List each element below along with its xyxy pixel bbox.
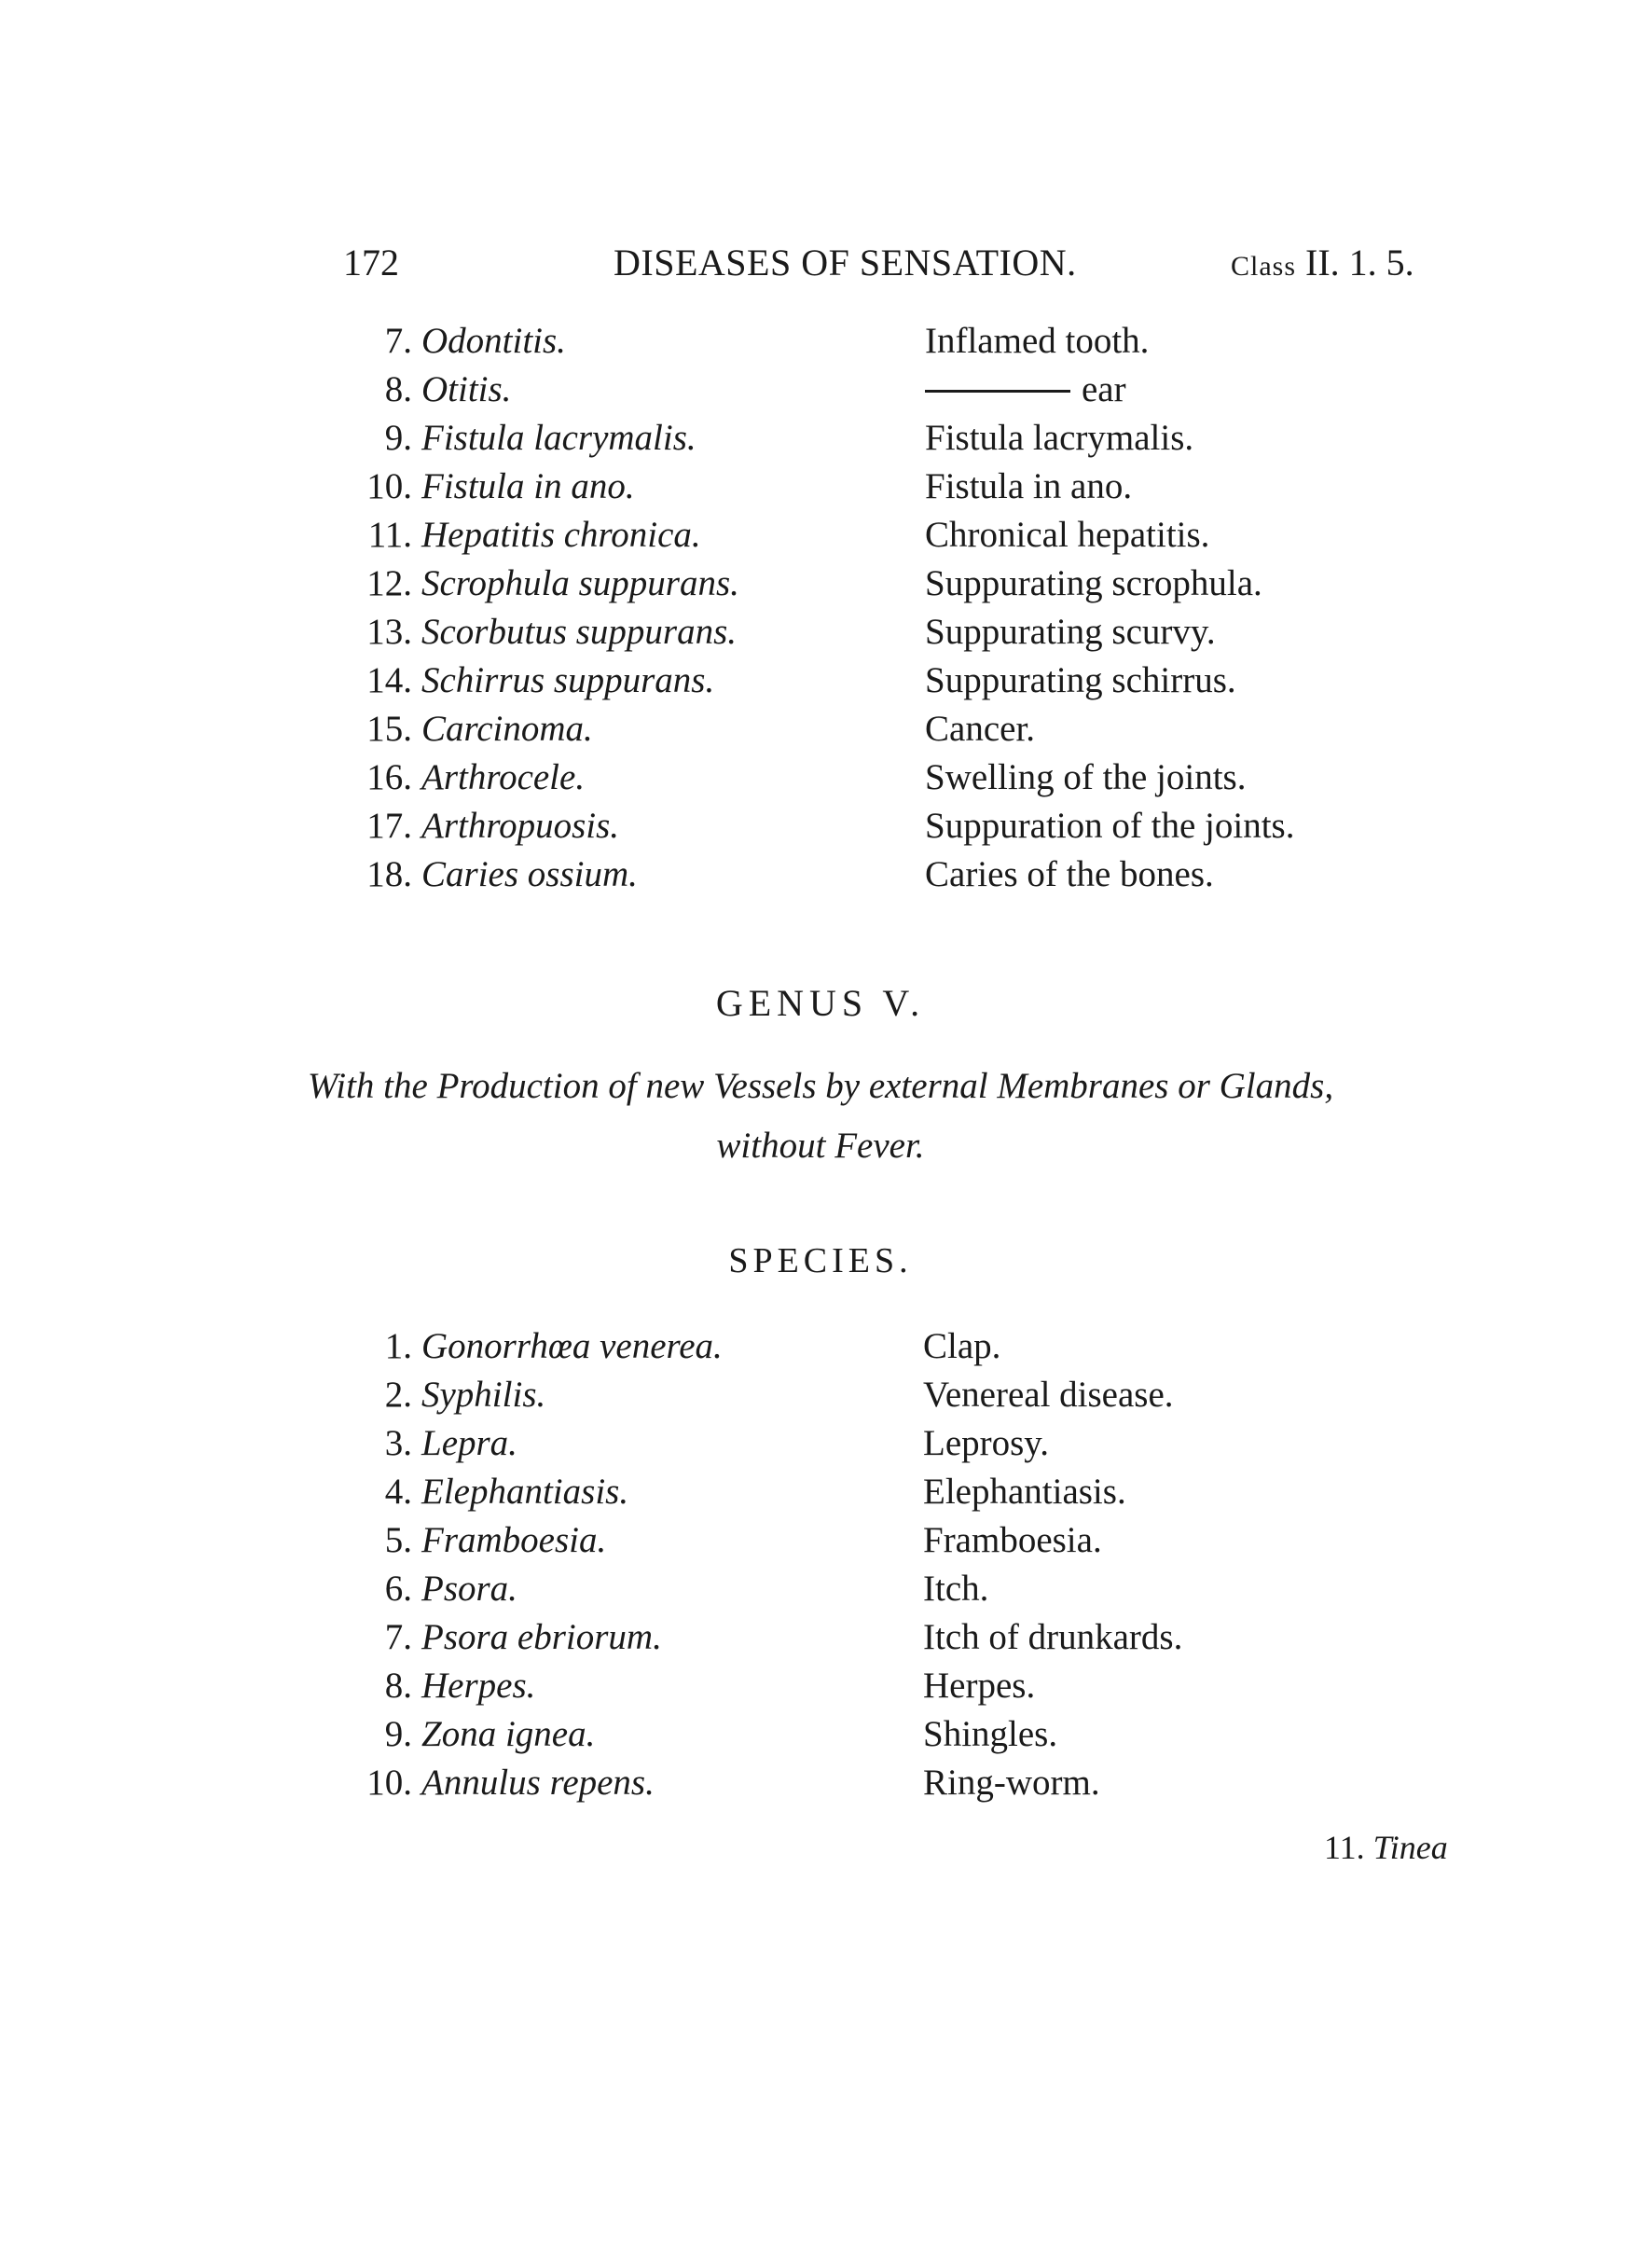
class-word: Class xyxy=(1231,251,1297,282)
latin-name: Elephantiasis. xyxy=(421,1472,629,1512)
list-item xyxy=(0,608,1641,657)
list-item xyxy=(0,560,1641,608)
item-number: 17. xyxy=(366,806,412,846)
item-number: 7. xyxy=(384,321,412,361)
latin-name: Annulus repens. xyxy=(421,1763,655,1803)
catchword-word: Tinea xyxy=(1372,1829,1448,1866)
latin-name: Odontitis. xyxy=(421,321,566,361)
latin-name: Caries ossium. xyxy=(421,854,638,894)
english-name: Framboesia. xyxy=(923,1520,1102,1560)
item-number: 2. xyxy=(384,1375,412,1415)
english-name: Itch. xyxy=(923,1569,989,1609)
english-name: Swelling of the joints. xyxy=(925,757,1247,797)
english-name: Suppurating scrophula. xyxy=(925,563,1262,603)
english-name: Venereal disease. xyxy=(923,1375,1174,1415)
english-name: Elephantiasis. xyxy=(923,1472,1126,1512)
english-name: Suppuration of the joints. xyxy=(925,806,1295,846)
latin-name: Arthropuosis. xyxy=(421,806,620,846)
english-name-ditto xyxy=(925,366,1126,414)
list-item xyxy=(0,511,1641,560)
class-reference xyxy=(1231,239,1414,287)
item-number: 10. xyxy=(366,1763,412,1803)
item-number: 1. xyxy=(384,1326,412,1366)
latin-name: Otitis. xyxy=(421,369,512,409)
item-number: 13. xyxy=(366,612,412,652)
english-name: Leprosy. xyxy=(923,1423,1050,1463)
latin-name: Arthrocele. xyxy=(421,757,586,797)
item-number: 18. xyxy=(366,854,412,894)
item-number: 9. xyxy=(384,1714,412,1754)
english-name: Herpes. xyxy=(923,1666,1036,1706)
item-number: 15. xyxy=(366,709,412,749)
latin-name: Psora. xyxy=(421,1569,517,1609)
latin-name: Scrophula suppurans. xyxy=(421,563,739,603)
item-number: 11. xyxy=(367,515,412,555)
english-name: Fistula in ano. xyxy=(925,466,1133,506)
latin-name: Herpes. xyxy=(421,1666,536,1706)
item-number: 9. xyxy=(384,418,412,458)
latin-name: Syphilis. xyxy=(421,1375,546,1415)
english-name: Chronical hepatitis. xyxy=(925,515,1210,555)
list-item xyxy=(0,1419,1641,1468)
latin-name: Lepra. xyxy=(421,1423,517,1463)
list-item xyxy=(0,414,1641,463)
item-number: 16. xyxy=(366,757,412,797)
item-number: 6. xyxy=(384,1569,412,1609)
genus-heading: GENUS V. xyxy=(715,982,926,1024)
latin-name: Framboesia. xyxy=(421,1520,607,1560)
list-item xyxy=(0,1710,1641,1759)
item-number: 5. xyxy=(384,1520,412,1560)
list-item xyxy=(0,463,1641,511)
english-name: Ring-worm. xyxy=(923,1763,1100,1803)
catchword-number: 11. xyxy=(1324,1829,1365,1866)
item-number: 3. xyxy=(384,1423,412,1463)
english-name: Itch of drunkards. xyxy=(923,1617,1183,1657)
english-name: Caries of the bones. xyxy=(925,854,1214,894)
english-name: ear xyxy=(1082,369,1126,409)
latin-name: Psora ebriorum. xyxy=(421,1617,662,1657)
latin-name: Zona ignea. xyxy=(421,1714,596,1754)
latin-name: Gonorrhœa venerea. xyxy=(421,1326,723,1366)
item-number: 14. xyxy=(366,660,412,700)
catchword xyxy=(1324,1828,1448,1867)
english-name: Shingles. xyxy=(923,1714,1058,1754)
item-number: 10. xyxy=(366,466,412,506)
english-name: Cancer. xyxy=(925,709,1036,749)
list-item xyxy=(0,317,1641,366)
list-item xyxy=(0,366,1641,414)
genus-description-line2: without Fever. xyxy=(716,1126,925,1166)
class-ref: II. 1. 5. xyxy=(1305,242,1414,284)
item-number: 8. xyxy=(384,1666,412,1706)
ditto-dash xyxy=(925,390,1070,393)
species-heading: SPECIES. xyxy=(728,1241,913,1280)
latin-name: Scorbutus suppurans. xyxy=(421,612,738,652)
item-number: 4. xyxy=(384,1472,412,1512)
list-item xyxy=(0,1565,1641,1613)
list-item xyxy=(0,850,1641,899)
list-item xyxy=(0,754,1641,802)
running-title: DISEASES OF SENSATION. xyxy=(614,242,1077,284)
list-item xyxy=(0,657,1641,705)
english-name: Fistula lacrymalis. xyxy=(925,418,1194,458)
item-number: 7. xyxy=(384,1617,412,1657)
list-item xyxy=(0,1516,1641,1565)
latin-name: Hepatitis chronica. xyxy=(421,515,701,555)
latin-name: Fistula in ano. xyxy=(421,466,635,506)
page-number: 172 xyxy=(343,242,399,284)
latin-name: Schirrus suppurans. xyxy=(421,660,715,700)
list-item xyxy=(0,705,1641,754)
list-item xyxy=(0,1322,1641,1371)
item-number: 12. xyxy=(366,563,412,603)
latin-name: Carcinoma. xyxy=(421,709,593,749)
genus-description-line1: With the Production of new Vessels by external Membranes or Glands, xyxy=(307,1066,1334,1106)
latin-name: Fistula lacrymalis. xyxy=(421,418,696,458)
list-item xyxy=(0,1613,1641,1662)
english-name: Clap. xyxy=(923,1326,1001,1366)
english-name: Suppurating scurvy. xyxy=(925,612,1216,652)
english-name: Suppurating schirrus. xyxy=(925,660,1236,700)
item-number: 8. xyxy=(384,369,412,409)
list-item xyxy=(0,802,1641,850)
list-item xyxy=(0,1759,1641,1807)
list-item xyxy=(0,1468,1641,1516)
english-name: Inflamed tooth. xyxy=(925,321,1150,361)
list-item xyxy=(0,1662,1641,1710)
list-item xyxy=(0,1371,1641,1419)
